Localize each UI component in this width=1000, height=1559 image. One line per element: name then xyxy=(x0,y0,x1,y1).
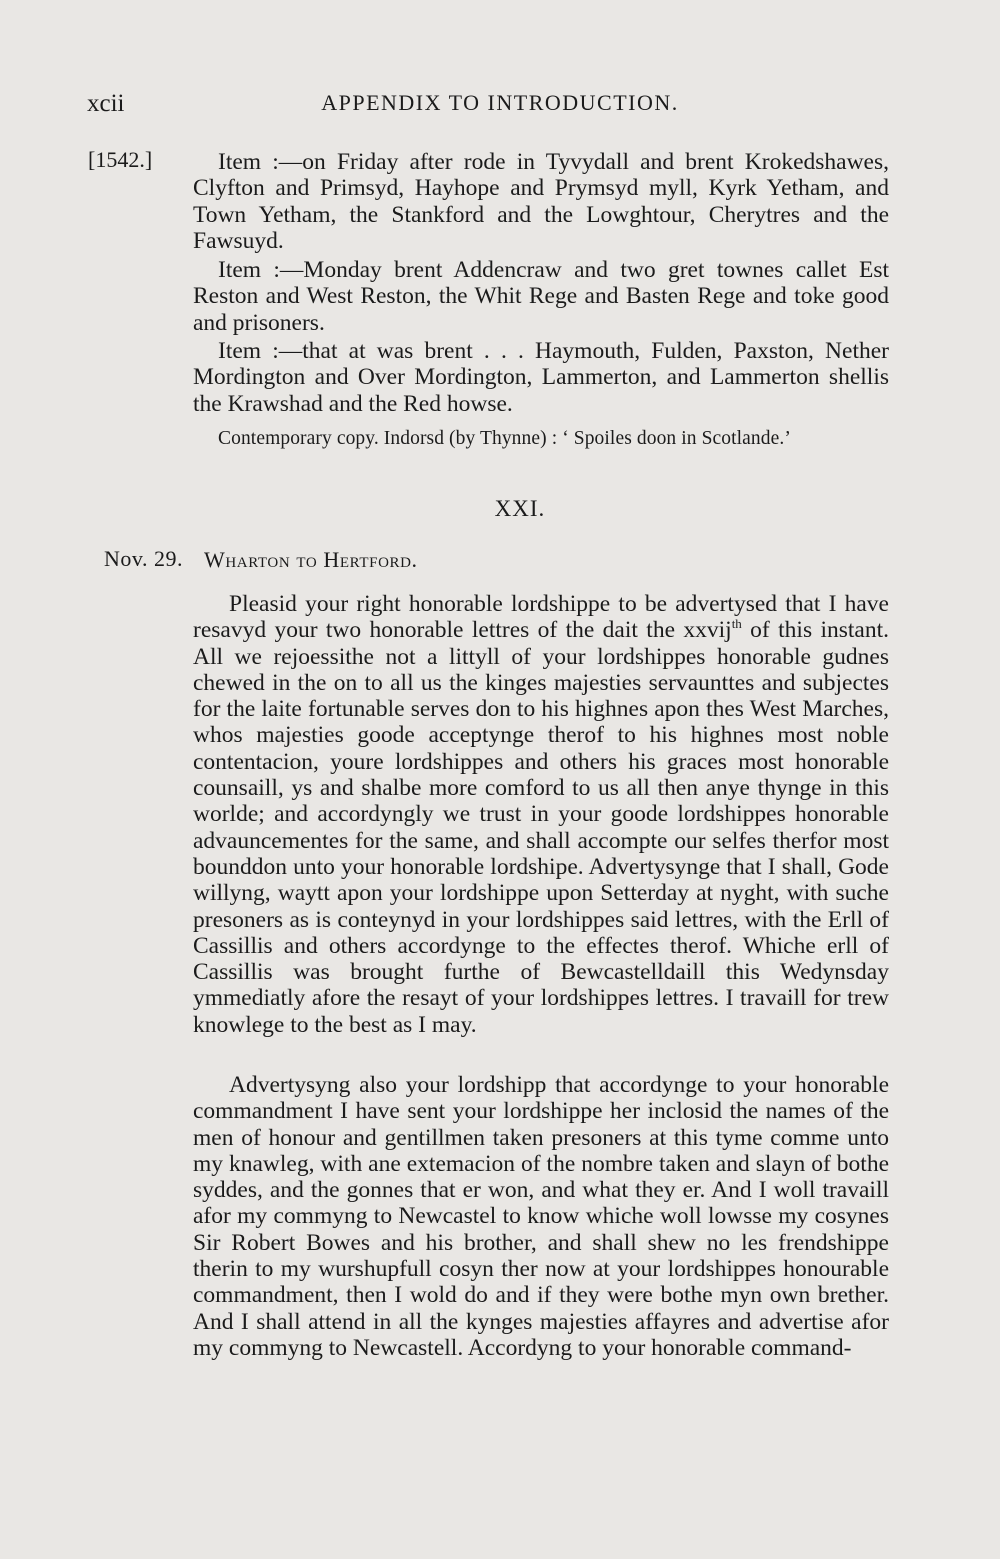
document-number: XXI. xyxy=(494,496,546,521)
item-text-2: Item :—Monday brent Addencraw and two gret townes callet Est Reston and West Reston, the Whit Rege and Basten Rege and toke good and prisoners. xyxy=(193,257,889,336)
item-paragraph-3 xyxy=(193,338,889,417)
item-paragraph-2 xyxy=(193,257,889,336)
item-text-1: Item :—on Friday after rode in Tyvydall and brent Krokedshawes, Clyfton and Primsyd, Hayhope and Prymsyd myll, Kyrk Yetham, and Town Yetham, the Stankford and the Lowghtour, Cherytres and the Fawsuyd. xyxy=(193,149,889,254)
source-note: Contemporary copy. Indorsd (by Thynne) : ‘ Spoiles doon in Scotlande.’ xyxy=(218,428,791,449)
margin-date-nov-29: Nov. 29. xyxy=(104,546,183,571)
letter-text-1b: of this instant. All we rejoessithe not a littyll of your lordshippes honorable gudnes chewed in the on to all us the kinges majesties servaunttes and subjectes for the laite fortunable serves don to his highnes apon thes West Marches, whos majesties goode acceptynge therof to his highnes most noble contentacion, youre lordshippes and others his graces most honorable counsaill, ys and shalbe more comford to us all then anye thynge in this worlde; and accordyngly we trust in your goode lordshippes honorable advauncementes for the same, and shall accompte our selfes therfor most bounddon unto your honorable lordshipe. Advertysynge that I shall, Gode willyng, waytt apon your lordshippe upon Setterday at nyght, with suche presoners as is conteynyd in your lordshippes said lettres, with the Erll of Cassillis and others accordynge to the effectes therof. Whiche erll of Cassillis was brought furthe of Bewcastelldaill this Wedynsday ymmediatly afore the resayt of your lordshippes lettres. I travaill for trew knowlege to the best as I may. xyxy=(193,617,889,1038)
running-title: APPENDIX TO INTRODUCTION. xyxy=(321,90,679,115)
item-paragraph-1 xyxy=(193,149,889,254)
superscript-th: th xyxy=(731,616,742,632)
page-header xyxy=(0,88,1000,124)
item-text-3: Item :—that at was brent . . . Haymouth, Fulden, Paxston, Nether Mordington and Over Mordington, Lammerton, and Lammerton shellis the Krawshad and the Red howse. xyxy=(193,338,889,417)
letter-paragraph-1 xyxy=(193,591,889,1038)
page-number: xcii xyxy=(87,90,125,117)
margin-date-1542: [1542.] xyxy=(88,147,153,172)
letter-text-1a: Pleasid your right honorable lordshippe to be advertysed that I have resavyd your two honorable lettres of the dait the xxvij xyxy=(193,591,889,644)
letter-paragraph-2 xyxy=(193,1072,889,1361)
letter-text-2: Advertysyng also your lordshipp that accordynge to your honorable commandment I have sent your lordshippe her inclosid the names of the men of honour and gentillmen taken presoners at this tyme comme unto my knawleg, with ane extemacion of the nombre taken and slayn of bothe syddes, and the gonnes that er won, and what they er. And I woll travaill afor my commyng to Newcastel to know whiche woll lowsse my cosynes Sir Robert Bowes and his brother, and shall shew no les frendshippe therin to my wurshupfull cosyn ther now at your lordshippes honourable commandment, then I wold do and if they were bothe myn own brether. And I shall attend in all the kynges majesties affayres and advertise afor my commyng to Newcastell. Accordyng to your honorable command- xyxy=(193,1072,889,1361)
letter-heading: Wharton to Hertford. xyxy=(204,547,418,572)
